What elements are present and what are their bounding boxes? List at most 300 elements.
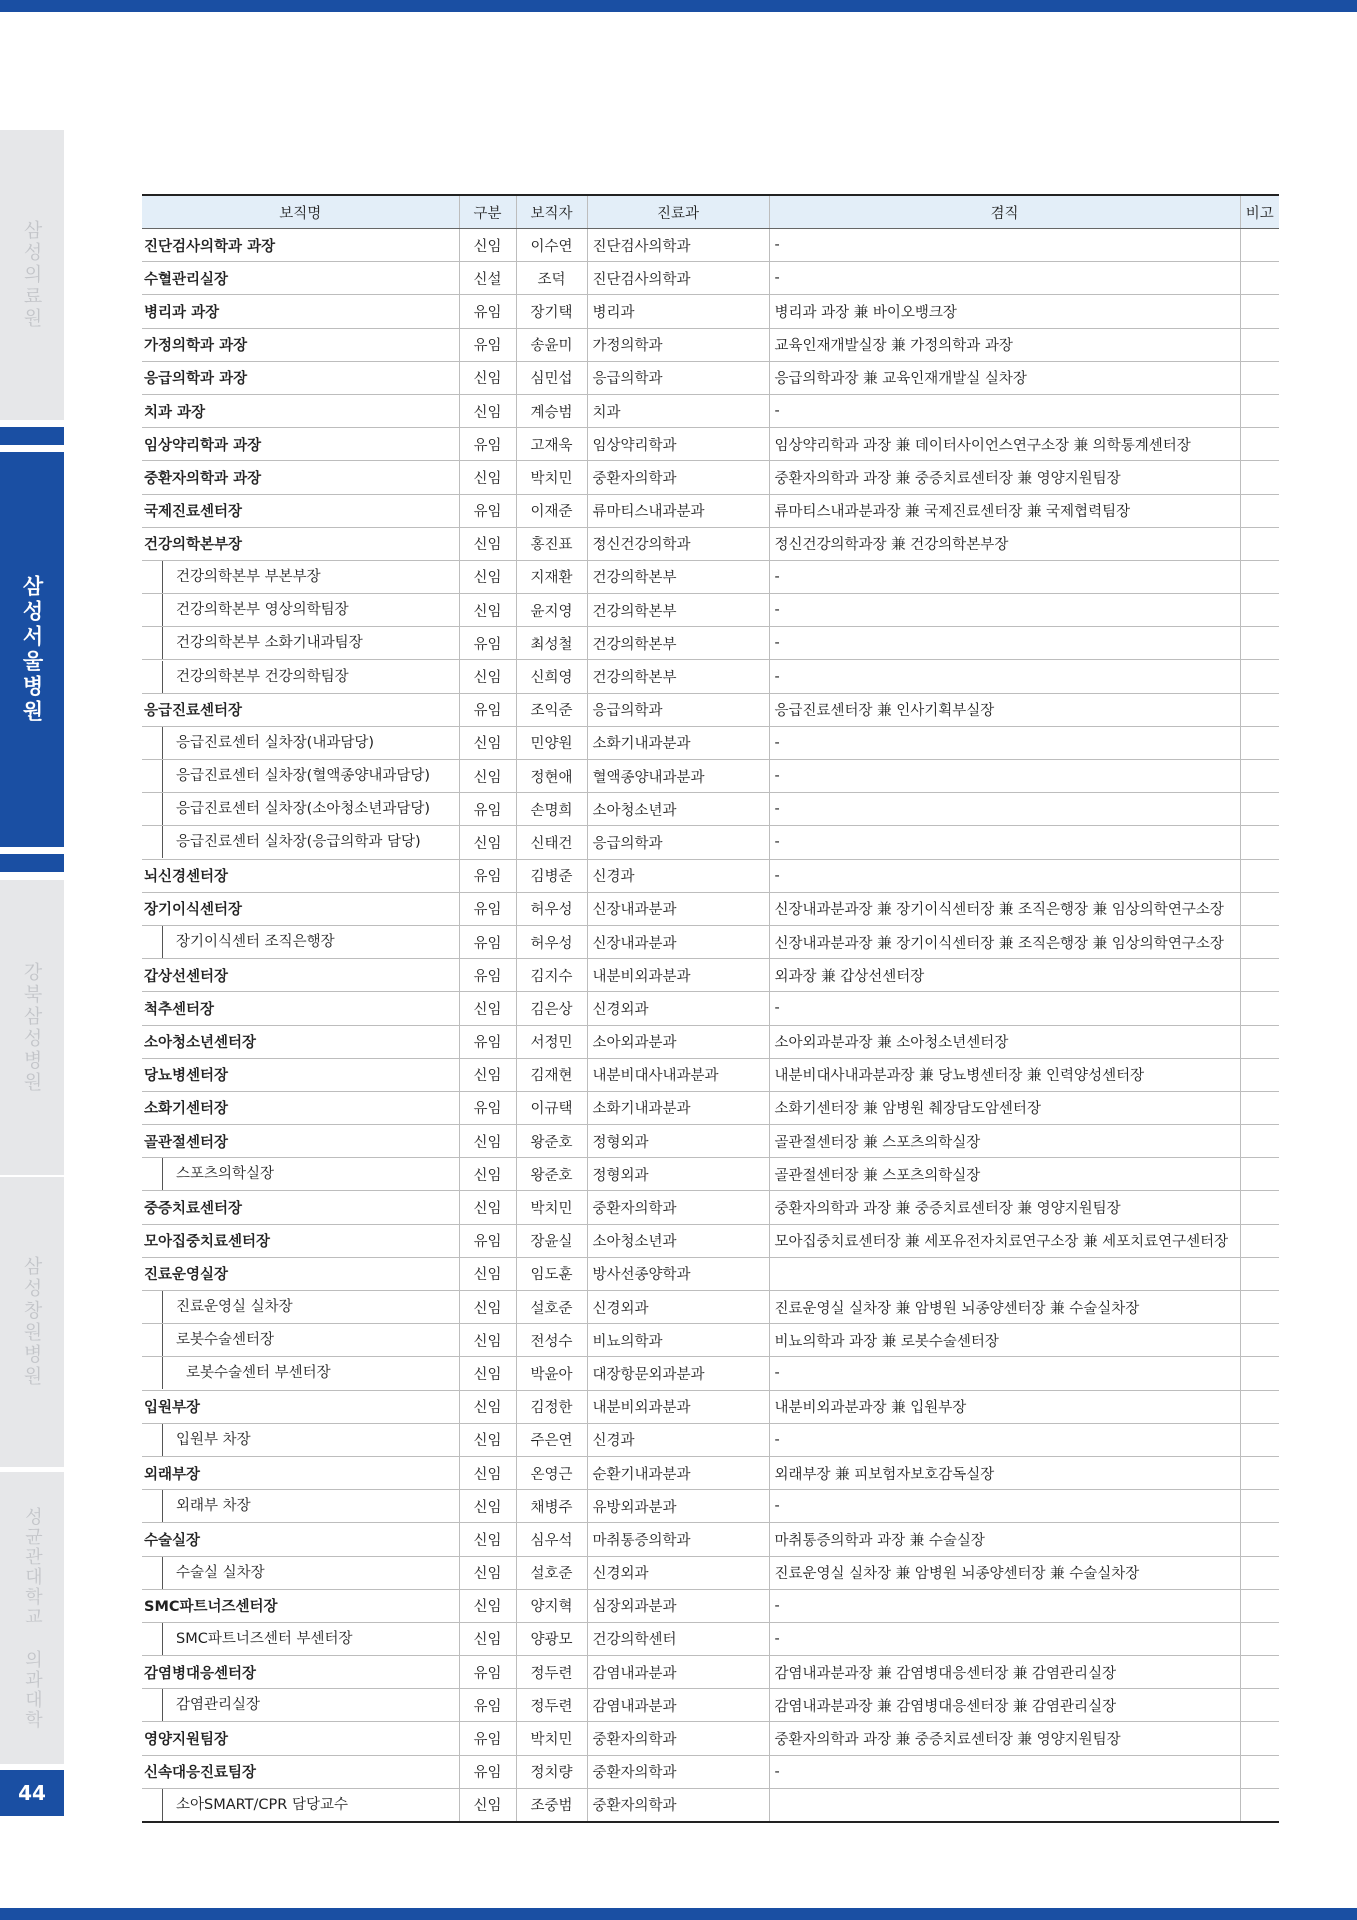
side-tab-label: 강북삼성병원 — [20, 961, 43, 1094]
cell-type: 신임 — [459, 394, 516, 427]
cell-appointee: 조익준 — [516, 693, 587, 726]
cell-note — [1240, 660, 1279, 693]
cell-note — [1240, 594, 1279, 627]
cell-concurrent: 감염내과분과장 兼 감염병대응센터장 兼 감염관리실장 — [769, 1689, 1240, 1722]
position-text: 중환자의학과 과장 — [144, 470, 262, 487]
position-text: 감염관리실장 — [162, 1689, 260, 1721]
cell-position — [142, 1589, 459, 1622]
position-text: 진단검사의학과 과장 — [144, 238, 276, 255]
table-row — [142, 295, 1279, 328]
cell-note — [1240, 461, 1279, 494]
cell-type: 신임 — [459, 1490, 516, 1523]
cell-department: 순환기내과분과 — [587, 1456, 769, 1489]
header-note: 비고 — [1240, 195, 1279, 229]
cell-position — [142, 1689, 459, 1722]
cell-concurrent: 신장내과분과장 兼 장기이식센터장 兼 조직은행장 兼 임상의학연구소장 — [769, 925, 1240, 958]
cell-position — [142, 1656, 459, 1689]
side-tab-kangbuk-samsung-hospital[interactable] — [0, 880, 64, 1175]
table-row — [142, 1357, 1279, 1390]
cell-note — [1240, 229, 1279, 262]
cell-type: 신임 — [459, 229, 516, 262]
cell-concurrent: 소아외과분과장 兼 소아청소년센터장 — [769, 1025, 1240, 1058]
table-row — [142, 494, 1279, 527]
cell-note — [1240, 428, 1279, 461]
cell-department: 가정의학과 — [587, 328, 769, 361]
cell-type: 유임 — [459, 1755, 516, 1788]
cell-concurrent: - — [769, 262, 1240, 295]
cell-position — [142, 826, 459, 859]
cell-position — [142, 1456, 459, 1489]
cell-department: 혈액종양내과분과 — [587, 760, 769, 793]
cell-appointee: 왕준호 — [516, 1158, 587, 1191]
cell-appointee: 박윤아 — [516, 1357, 587, 1390]
cell-position — [142, 1125, 459, 1158]
position-text: 소아청소년센터장 — [144, 1035, 257, 1052]
cell-position — [142, 693, 459, 726]
cell-appointee: 박치민 — [516, 1191, 587, 1224]
cell-position — [142, 992, 459, 1025]
cell-department: 정형외과 — [587, 1158, 769, 1191]
cell-department: 비뇨의학과 — [587, 1324, 769, 1357]
table-row — [142, 1125, 1279, 1158]
cell-type: 유임 — [459, 627, 516, 660]
cell-note — [1240, 1589, 1279, 1622]
table-row — [142, 859, 1279, 892]
side-tab-samsung-medical-center[interactable] — [0, 130, 64, 420]
table-row — [142, 394, 1279, 427]
position-text: 입원부장 — [144, 1400, 201, 1417]
cell-concurrent: - — [769, 992, 1240, 1025]
position-text: 건강의학본부장 — [144, 537, 243, 554]
cell-position — [142, 560, 459, 593]
cell-concurrent: 내분비대사내과분과장 兼 당뇨병센터장 兼 인력양성센터장 — [769, 1058, 1240, 1091]
cell-type: 신임 — [459, 1191, 516, 1224]
cell-concurrent: - — [769, 627, 1240, 660]
cell-appointee: 정치량 — [516, 1755, 587, 1788]
cell-type: 신임 — [459, 594, 516, 627]
cell-concurrent: 류마티스내과분과장 兼 국제진료센터장 兼 국제협력팀장 — [769, 494, 1240, 527]
cell-appointee: 왕준호 — [516, 1125, 587, 1158]
cell-type: 유임 — [459, 693, 516, 726]
table-row — [142, 1490, 1279, 1523]
table-row — [142, 1456, 1279, 1489]
header-concurrent: 겸직 — [769, 195, 1240, 229]
table-row — [142, 1224, 1279, 1257]
cell-appointee: 김은상 — [516, 992, 587, 1025]
position-text: 진료운영실장 — [144, 1267, 229, 1284]
cell-appointee: 이규택 — [516, 1091, 587, 1124]
cell-appointee: 서정민 — [516, 1025, 587, 1058]
cell-note — [1240, 1357, 1279, 1390]
position-text: 소화기센터장 — [144, 1101, 229, 1118]
cell-note — [1240, 959, 1279, 992]
position-text: 임상약리학과 과장 — [144, 437, 262, 454]
cell-department: 소아청소년과 — [587, 1224, 769, 1257]
cell-appointee: 심민섭 — [516, 361, 587, 394]
cell-concurrent: 감염내과분과장 兼 감염병대응센터장 兼 감염관리실장 — [769, 1656, 1240, 1689]
cell-type: 신임 — [459, 1058, 516, 1091]
position-text: 장기이식센터장 — [144, 902, 243, 919]
cell-department: 내분비대사내과분과 — [587, 1058, 769, 1091]
cell-department: 감염내과분과 — [587, 1689, 769, 1722]
cell-type: 신임 — [459, 760, 516, 793]
table-row — [142, 1091, 1279, 1124]
cell-concurrent: - — [769, 793, 1240, 826]
cell-appointee: 정현애 — [516, 760, 587, 793]
position-text: 응급진료센터 실차장(소아청소년과담당) — [162, 793, 430, 825]
cell-type: 유임 — [459, 1656, 516, 1689]
position-text: 국제진료센터장 — [144, 504, 243, 521]
table-row — [142, 1191, 1279, 1224]
cell-type: 신설 — [459, 262, 516, 295]
cell-concurrent: - — [769, 660, 1240, 693]
cell-appointee: 김지수 — [516, 959, 587, 992]
cell-position — [142, 1490, 459, 1523]
side-tab-label: 성균관대학교 의과대학 — [22, 1506, 43, 1730]
cell-concurrent: 정신건강의학과장 兼 건강의학본부장 — [769, 527, 1240, 560]
cell-type: 신임 — [459, 660, 516, 693]
cell-appointee: 고재욱 — [516, 428, 587, 461]
cell-concurrent: - — [769, 1622, 1240, 1655]
cell-department: 소아외과분과 — [587, 1025, 769, 1058]
cell-appointee: 이수연 — [516, 229, 587, 262]
table-row — [142, 1556, 1279, 1589]
position-text: 중증치료센터장 — [144, 1201, 243, 1218]
position-text: 장기이식센터 조직은행장 — [162, 926, 335, 958]
cell-type: 유임 — [459, 1224, 516, 1257]
cell-position — [142, 627, 459, 660]
table-row — [142, 760, 1279, 793]
cell-concurrent: - — [769, 1755, 1240, 1788]
cell-note — [1240, 1125, 1279, 1158]
cell-department: 진단검사의학과 — [587, 262, 769, 295]
position-text: SMC파트너즈센터장 — [144, 1599, 278, 1616]
cell-concurrent: 임상약리학과 과장 兼 데이터사이언스연구소장 兼 의학통계센터장 — [769, 428, 1240, 461]
table-row — [142, 1523, 1279, 1556]
cell-note — [1240, 560, 1279, 593]
cell-department: 내분비외과분과 — [587, 1390, 769, 1423]
table-row — [142, 1722, 1279, 1755]
cell-note — [1240, 1091, 1279, 1124]
cell-note — [1240, 693, 1279, 726]
cell-position — [142, 892, 459, 925]
cell-department: 신경외과 — [587, 1291, 769, 1324]
cell-note — [1240, 1722, 1279, 1755]
cell-type: 신임 — [459, 1456, 516, 1489]
position-text: 감염병대응센터장 — [144, 1665, 257, 1682]
table-row — [142, 627, 1279, 660]
table-row — [142, 892, 1279, 925]
position-text: 건강의학본부 건강의학팀장 — [162, 661, 349, 693]
cell-position — [142, 461, 459, 494]
table-row — [142, 992, 1279, 1025]
cell-type: 유임 — [459, 1689, 516, 1722]
cell-appointee: 양지혁 — [516, 1589, 587, 1622]
cell-position — [142, 1622, 459, 1655]
cell-department: 진단검사의학과 — [587, 229, 769, 262]
position-text: 외래부 차장 — [162, 1490, 251, 1522]
cell-position — [142, 328, 459, 361]
cell-position — [142, 793, 459, 826]
cell-position — [142, 428, 459, 461]
cell-note — [1240, 1423, 1279, 1456]
cell-position — [142, 925, 459, 958]
position-text: 건강의학본부 부본부장 — [162, 561, 321, 593]
cell-department: 신경과 — [587, 859, 769, 892]
cell-concurrent: 외과장 兼 갑상선센터장 — [769, 959, 1240, 992]
cell-concurrent: - — [769, 394, 1240, 427]
cell-position — [142, 1722, 459, 1755]
cell-type: 유임 — [459, 959, 516, 992]
cell-note — [1240, 760, 1279, 793]
cell-appointee: 송윤미 — [516, 328, 587, 361]
cell-department: 응급의학과 — [587, 826, 769, 859]
cell-type: 유임 — [459, 859, 516, 892]
cell-concurrent: 진료운영실 실차장 兼 암병원 뇌종양센터장 兼 수술실차장 — [769, 1291, 1240, 1324]
cell-appointee: 신태건 — [516, 826, 587, 859]
cell-department: 건강의학본부 — [587, 560, 769, 593]
cell-type: 유임 — [459, 1025, 516, 1058]
cell-position — [142, 394, 459, 427]
cell-note — [1240, 1390, 1279, 1423]
cell-department: 신경외과 — [587, 992, 769, 1025]
cell-concurrent: 소화기센터장 兼 암병원 췌장담도암센터장 — [769, 1091, 1240, 1124]
position-text: 갑상선센터장 — [144, 968, 229, 985]
header-appointee: 보직자 — [516, 195, 587, 229]
cell-department: 응급의학과 — [587, 361, 769, 394]
cell-concurrent — [769, 1257, 1240, 1290]
table-row — [142, 1324, 1279, 1357]
cell-note — [1240, 1490, 1279, 1523]
cell-position — [142, 229, 459, 262]
cell-department: 대장항문외과분과 — [587, 1357, 769, 1390]
side-tab-divider — [0, 427, 64, 445]
cell-position — [142, 1291, 459, 1324]
cell-type: 신임 — [459, 361, 516, 394]
cell-type: 신임 — [459, 1324, 516, 1357]
cell-concurrent: 모아집중치료센터장 兼 세포유전자치료연구소장 兼 세포치료연구센터장 — [769, 1224, 1240, 1257]
cell-note — [1240, 1689, 1279, 1722]
cell-position — [142, 959, 459, 992]
appointment-table — [142, 194, 1279, 1823]
cell-appointee: 홍진표 — [516, 527, 587, 560]
position-text: 영양지원팀장 — [144, 1732, 229, 1749]
cell-concurrent: 병리과 과장 兼 바이오뱅크장 — [769, 295, 1240, 328]
cell-position — [142, 494, 459, 527]
table-row — [142, 793, 1279, 826]
cell-type: 신임 — [459, 1556, 516, 1589]
side-tab-label: 삼성의료원 — [20, 220, 43, 330]
table-row — [142, 1589, 1279, 1622]
cell-department: 중환자의학과 — [587, 1755, 769, 1788]
position-text: 소아SMART/CPR 담당교수 — [162, 1789, 348, 1821]
table-row — [142, 660, 1279, 693]
cell-appointee: 손명희 — [516, 793, 587, 826]
cell-department: 건강의학센터 — [587, 1622, 769, 1655]
cell-appointee: 설호준 — [516, 1556, 587, 1589]
cell-position — [142, 527, 459, 560]
cell-department: 신경외과 — [587, 1556, 769, 1589]
cell-department: 중환자의학과 — [587, 1788, 769, 1822]
position-text: 병리과 과장 — [144, 304, 220, 321]
cell-concurrent: 골관절센터장 兼 스포츠의학실장 — [769, 1158, 1240, 1191]
cell-position — [142, 1390, 459, 1423]
cell-position — [142, 760, 459, 793]
cell-note — [1240, 1324, 1279, 1357]
cell-note — [1240, 394, 1279, 427]
cell-type: 유임 — [459, 1722, 516, 1755]
position-text: 진료운영실 실차장 — [162, 1291, 293, 1323]
cell-type: 신임 — [459, 1622, 516, 1655]
cell-type: 유임 — [459, 428, 516, 461]
cell-type: 유임 — [459, 892, 516, 925]
cell-note — [1240, 328, 1279, 361]
cell-concurrent: - — [769, 726, 1240, 759]
cell-appointee: 조덕 — [516, 262, 587, 295]
cell-department: 응급의학과 — [587, 693, 769, 726]
cell-type: 유임 — [459, 925, 516, 958]
table-row — [142, 527, 1279, 560]
position-text: 외래부장 — [144, 1466, 201, 1483]
side-tab-samsung-changwon-hospital[interactable] — [0, 1177, 64, 1467]
cell-concurrent: 외래부장 兼 피보험자보호감독실장 — [769, 1456, 1240, 1489]
cell-concurrent — [769, 1788, 1240, 1822]
cell-note — [1240, 627, 1279, 660]
cell-position — [142, 594, 459, 627]
cell-position — [142, 361, 459, 394]
cell-type: 신임 — [459, 1291, 516, 1324]
side-tab-divider — [0, 854, 64, 872]
cell-appointee: 정두련 — [516, 1689, 587, 1722]
cell-note — [1240, 826, 1279, 859]
position-text: 건강의학본부 소화기내과팀장 — [162, 627, 363, 659]
cell-position — [142, 1158, 459, 1191]
cell-note — [1240, 1058, 1279, 1091]
cell-type: 신임 — [459, 1788, 516, 1822]
cell-note — [1240, 1456, 1279, 1489]
cell-appointee: 지재환 — [516, 560, 587, 593]
cell-concurrent: 신장내과분과장 兼 장기이식센터장 兼 조직은행장 兼 임상의학연구소장 — [769, 892, 1240, 925]
cell-type: 신임 — [459, 726, 516, 759]
cell-type: 신임 — [459, 1589, 516, 1622]
cell-position — [142, 1523, 459, 1556]
cell-department: 소화기내과분과 — [587, 726, 769, 759]
cell-appointee: 설호준 — [516, 1291, 587, 1324]
cell-appointee: 정두련 — [516, 1656, 587, 1689]
cell-position — [142, 1755, 459, 1788]
cell-note — [1240, 1622, 1279, 1655]
cell-appointee: 이재준 — [516, 494, 587, 527]
position-text: 응급진료센터장 — [144, 703, 243, 720]
table-row — [142, 1291, 1279, 1324]
cell-type: 신임 — [459, 992, 516, 1025]
position-text: SMC파트너즈센터 부센터장 — [162, 1623, 353, 1655]
cell-type: 신임 — [459, 1257, 516, 1290]
cell-position — [142, 1257, 459, 1290]
cell-appointee: 조중범 — [516, 1788, 587, 1822]
cell-appointee: 양광모 — [516, 1622, 587, 1655]
cell-appointee: 김병준 — [516, 859, 587, 892]
position-text: 응급의학과 과장 — [144, 371, 248, 388]
side-tab-samsung-seoul-hospital[interactable] — [0, 452, 64, 847]
cell-concurrent: - — [769, 1357, 1240, 1390]
table-row — [142, 328, 1279, 361]
table-row — [142, 229, 1279, 262]
position-text: 뇌신경센터장 — [144, 869, 229, 886]
cell-position — [142, 726, 459, 759]
table-row — [142, 560, 1279, 593]
header-type: 구분 — [459, 195, 516, 229]
cell-position — [142, 1556, 459, 1589]
position-text: 모아집중치료센터장 — [144, 1234, 271, 1251]
cell-department: 소아청소년과 — [587, 793, 769, 826]
cell-type: 신임 — [459, 826, 516, 859]
cell-note — [1240, 295, 1279, 328]
cell-concurrent: - — [769, 760, 1240, 793]
cell-type: 유임 — [459, 793, 516, 826]
cell-department: 건강의학본부 — [587, 594, 769, 627]
cell-note — [1240, 992, 1279, 1025]
cell-type: 신임 — [459, 1523, 516, 1556]
cell-type: 유임 — [459, 494, 516, 527]
cell-appointee: 최성철 — [516, 627, 587, 660]
cell-department: 감염내과분과 — [587, 1656, 769, 1689]
position-text: 응급진료센터 실차장(혈액종양내과담당) — [162, 760, 430, 792]
cell-note — [1240, 1656, 1279, 1689]
position-text: 수혈관리실장 — [144, 271, 229, 288]
cell-type: 신임 — [459, 560, 516, 593]
position-text: 건강의학본부 영상의학팀장 — [162, 594, 349, 626]
cell-department: 신경과 — [587, 1423, 769, 1456]
table-body — [142, 229, 1279, 1823]
cell-concurrent: 교육인재개발실장 兼 가정의학과 과장 — [769, 328, 1240, 361]
side-tab-skku-medical-school[interactable] — [0, 1472, 64, 1764]
cell-type: 유임 — [459, 295, 516, 328]
cell-appointee: 박치민 — [516, 1722, 587, 1755]
table-row — [142, 1689, 1279, 1722]
cell-position — [142, 1224, 459, 1257]
table-row — [142, 826, 1279, 859]
cell-appointee: 전성수 — [516, 1324, 587, 1357]
top-accent-bar — [0, 0, 1357, 12]
bottom-accent-bar — [0, 1908, 1357, 1920]
table-row — [142, 959, 1279, 992]
cell-note — [1240, 1556, 1279, 1589]
cell-department: 류마티스내과분과 — [587, 494, 769, 527]
cell-note — [1240, 1025, 1279, 1058]
cell-appointee: 주은연 — [516, 1423, 587, 1456]
cell-concurrent: 응급의학과장 兼 교육인재개발실 실차장 — [769, 361, 1240, 394]
cell-type: 유임 — [459, 328, 516, 361]
cell-note — [1240, 892, 1279, 925]
cell-appointee: 박치민 — [516, 461, 587, 494]
cell-department: 정형외과 — [587, 1125, 769, 1158]
cell-concurrent: - — [769, 229, 1240, 262]
cell-note — [1240, 1224, 1279, 1257]
cell-position — [142, 1324, 459, 1357]
cell-position — [142, 1091, 459, 1124]
cell-appointee: 임도훈 — [516, 1257, 587, 1290]
cell-appointee: 계승범 — [516, 394, 587, 427]
position-text: 로봇수술센터장 — [162, 1324, 274, 1356]
cell-note — [1240, 1158, 1279, 1191]
cell-note — [1240, 925, 1279, 958]
table-row — [142, 1788, 1279, 1822]
cell-department: 유방외과분과 — [587, 1490, 769, 1523]
cell-department: 신장내과분과 — [587, 892, 769, 925]
cell-position — [142, 1423, 459, 1456]
position-text: 가정의학과 과장 — [144, 338, 248, 355]
